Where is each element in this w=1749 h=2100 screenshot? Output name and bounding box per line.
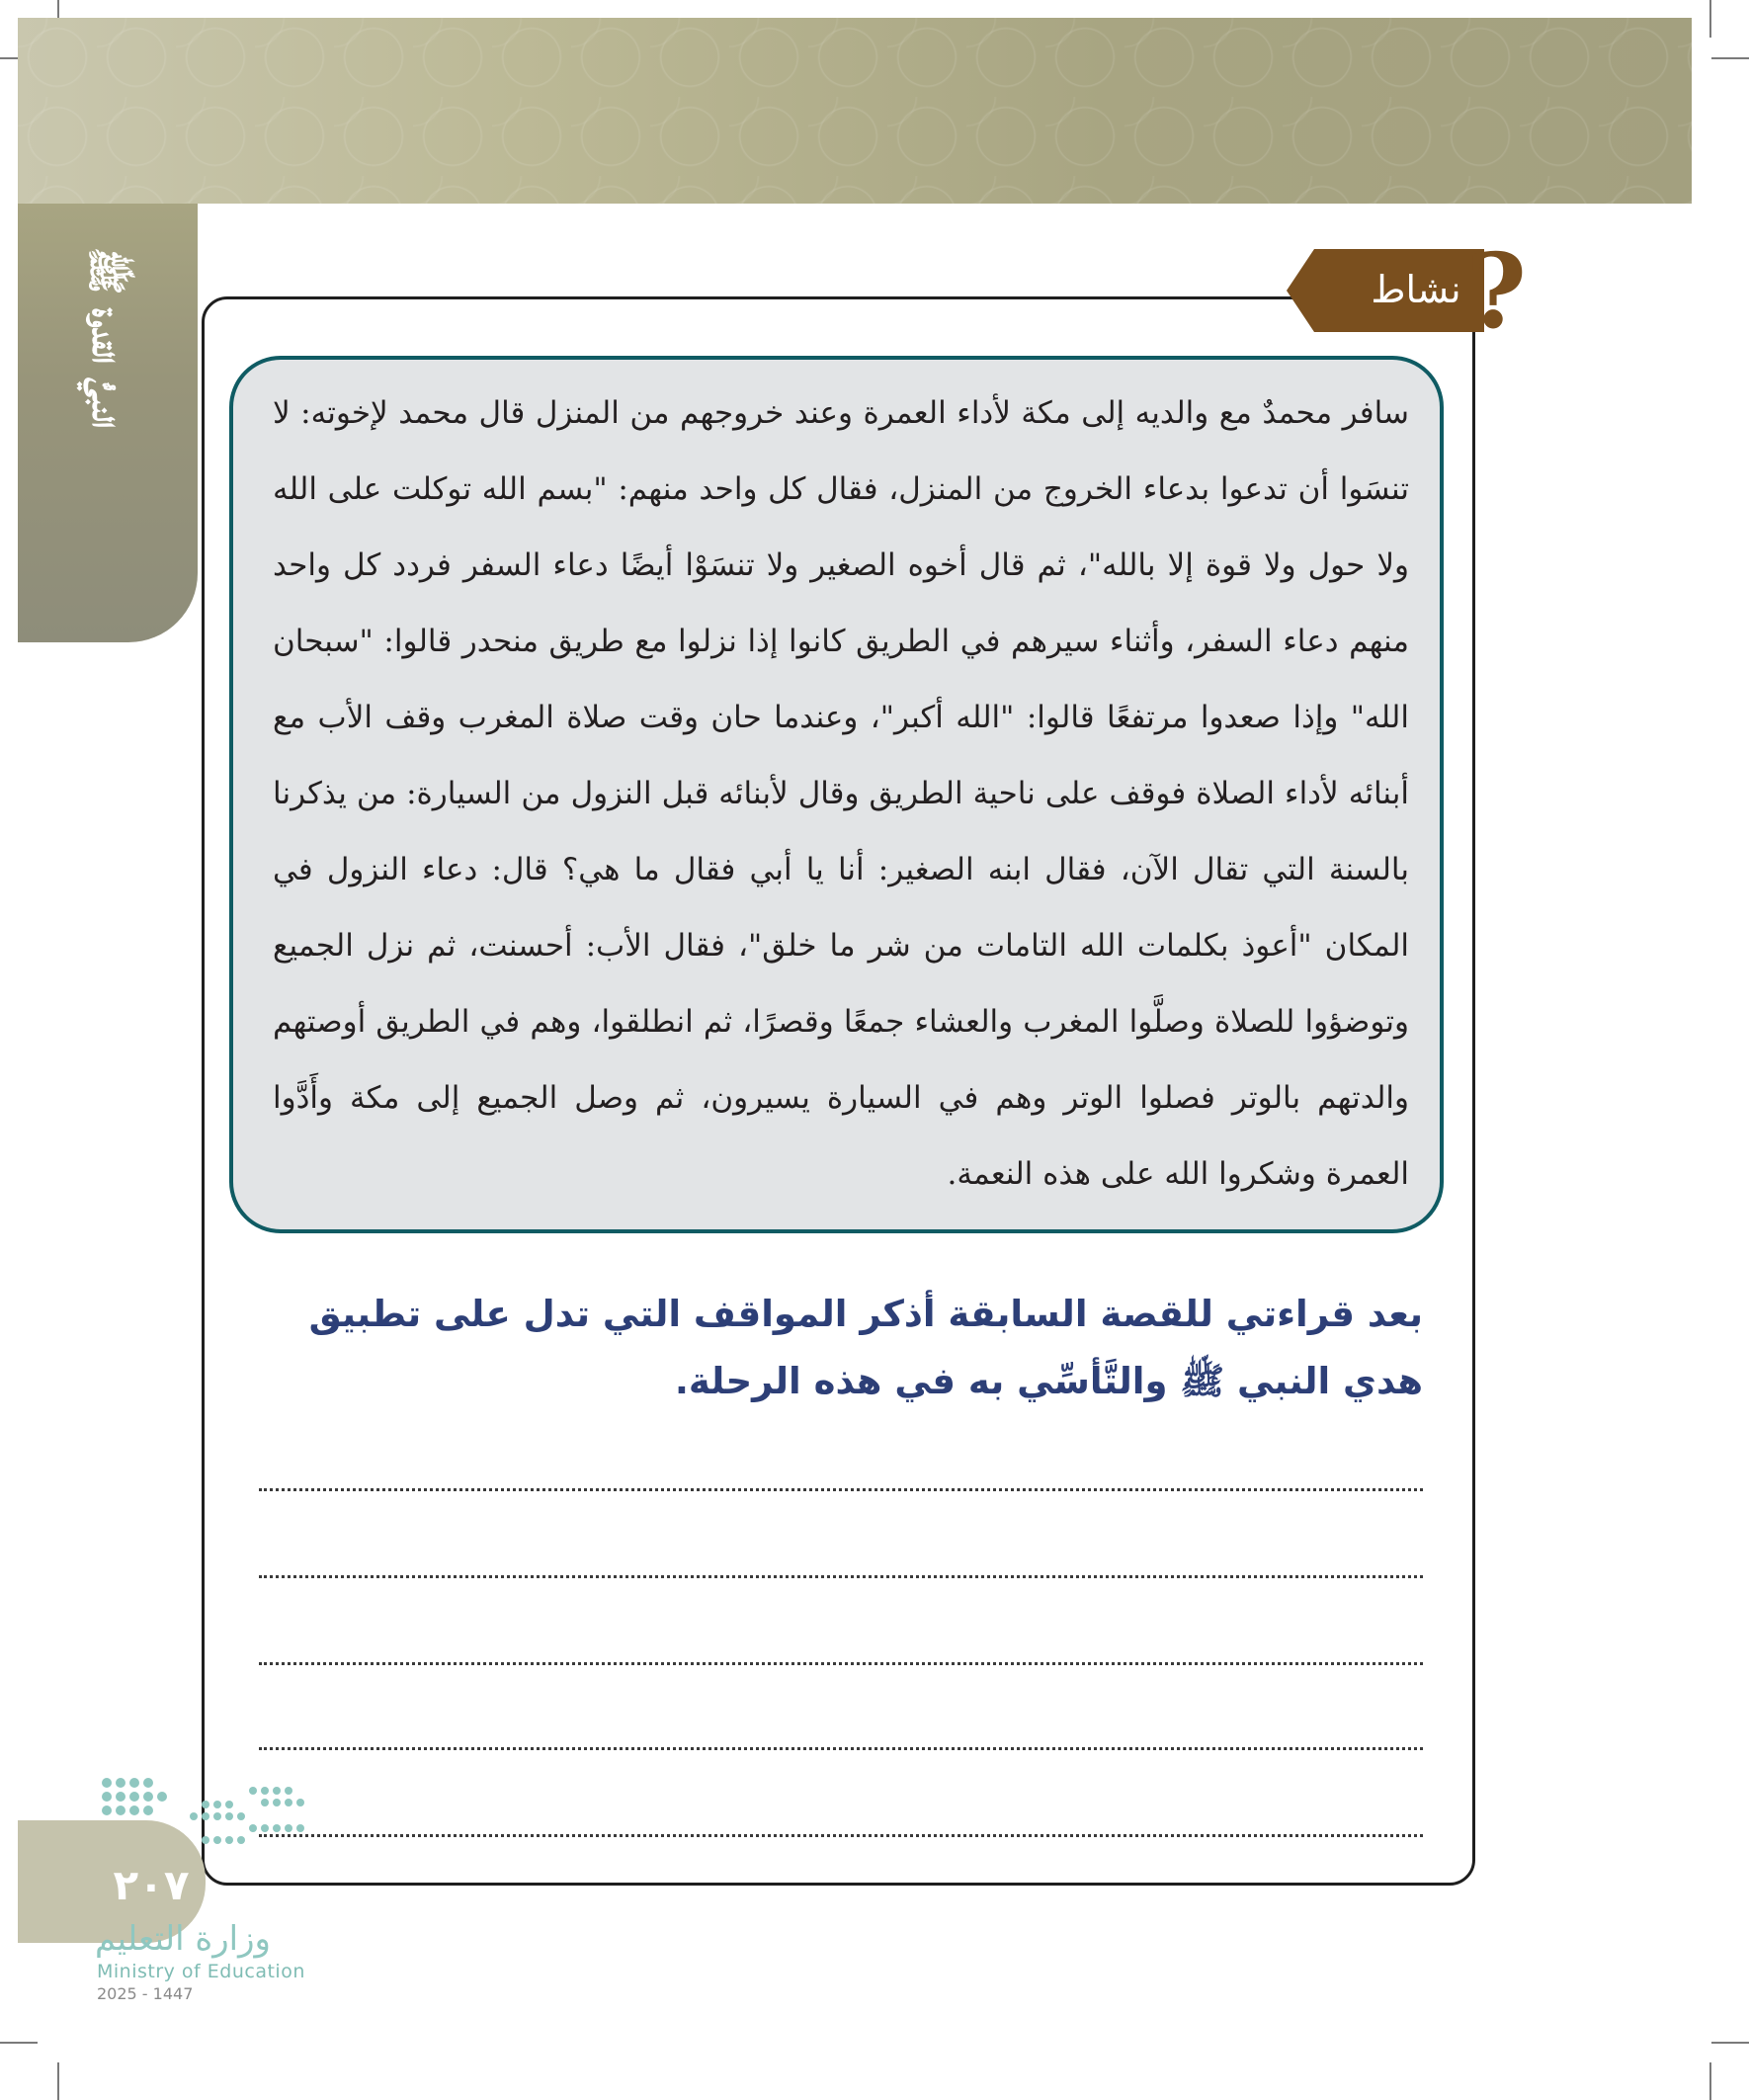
answer-line[interactable] — [259, 1488, 1423, 1491]
question-mark-icon: ? — [1466, 230, 1527, 352]
header-band — [18, 18, 1692, 204]
answer-line[interactable] — [259, 1834, 1423, 1837]
answer-line[interactable] — [259, 1662, 1423, 1665]
academic-year: 2025 - 1447 — [97, 1984, 194, 2003]
crop-mark — [1709, 2062, 1711, 2100]
crop-mark — [0, 2042, 38, 2044]
story-text: سافر محمدٌ مع والديه إلى مكة لأداء العمرة وعند خروجهم من المنزل قال محمد لإخوته: لا تنسَوا أن تدعوا بدعاء الخروج من المنزل، فقال كل واحد منهم: "بسم الله توكلت على الله ولا حول ولا قوة إلا بالله"، ثم قال أخوه الصغير ولا تنسَوْا أيضًا دعاء السفر فردد كل واحد منهم دعاء السفر، وأثناء سيرهم في الطريق كانوا إذا نزلوا مع طريق منحدر قالوا: "سبحان الله" وإذا صعدوا مرتفعًا قالوا: "الله أكبر"، وعندما حان وقت صلاة المغرب وقف الأب مع أبنائه لأداء الصلاة فوقف على ناحية الطريق وقال لأبنائه قبل النزول من السيارة: من يذكرنا بالسنة التي تقال الآن، فقال ابنه الصغير: أنا يا أبي فقال ما هي؟ قال: دعاء النزول في المكان "أعوذ بكلمات الله التامات من شر ما خلق"، فقال الأب: أحسنت، ثم نزل الجميع وتوضؤوا للصلاة وصلَّوا المغرب والعشاء جمعًا وقصرًا، ثم انطلقوا، وهم في الطريق أوصتهم والدتهم بالوتر فصلوا الوتر وهم في السيارة يسيرون، ثم وصل الجميع إلى مكة وأَدَّوا العمرة وشكروا الله على هذه النعمة. — [273, 395, 1410, 1192]
ministry-logo-icon — [97, 1775, 308, 1852]
ministry-name-arabic: وزارة التعليم — [95, 1919, 271, 1959]
crop-mark — [1711, 2042, 1749, 2044]
crop-mark — [1711, 57, 1749, 59]
header-pattern — [18, 18, 1692, 204]
crop-mark — [57, 2062, 59, 2100]
activity-question: بعد قراءتي للقصة السابقة أذكر المواقف التي تدل على تطبيق هدي النبي ﷺ والتَّأسِّي به في هذه الرحلة. — [308, 1293, 1423, 1402]
answer-line[interactable] — [259, 1747, 1423, 1750]
ministry-name-english: Ministry of Education — [97, 1961, 305, 1982]
answer-line[interactable] — [259, 1575, 1423, 1578]
page-number: ٢٠٧ — [113, 1861, 190, 1909]
activity-label: نشاط — [1371, 268, 1461, 311]
crop-mark — [1709, 0, 1711, 38]
side-tab-title: النبيُّ القدوة ﷺ — [83, 247, 129, 429]
